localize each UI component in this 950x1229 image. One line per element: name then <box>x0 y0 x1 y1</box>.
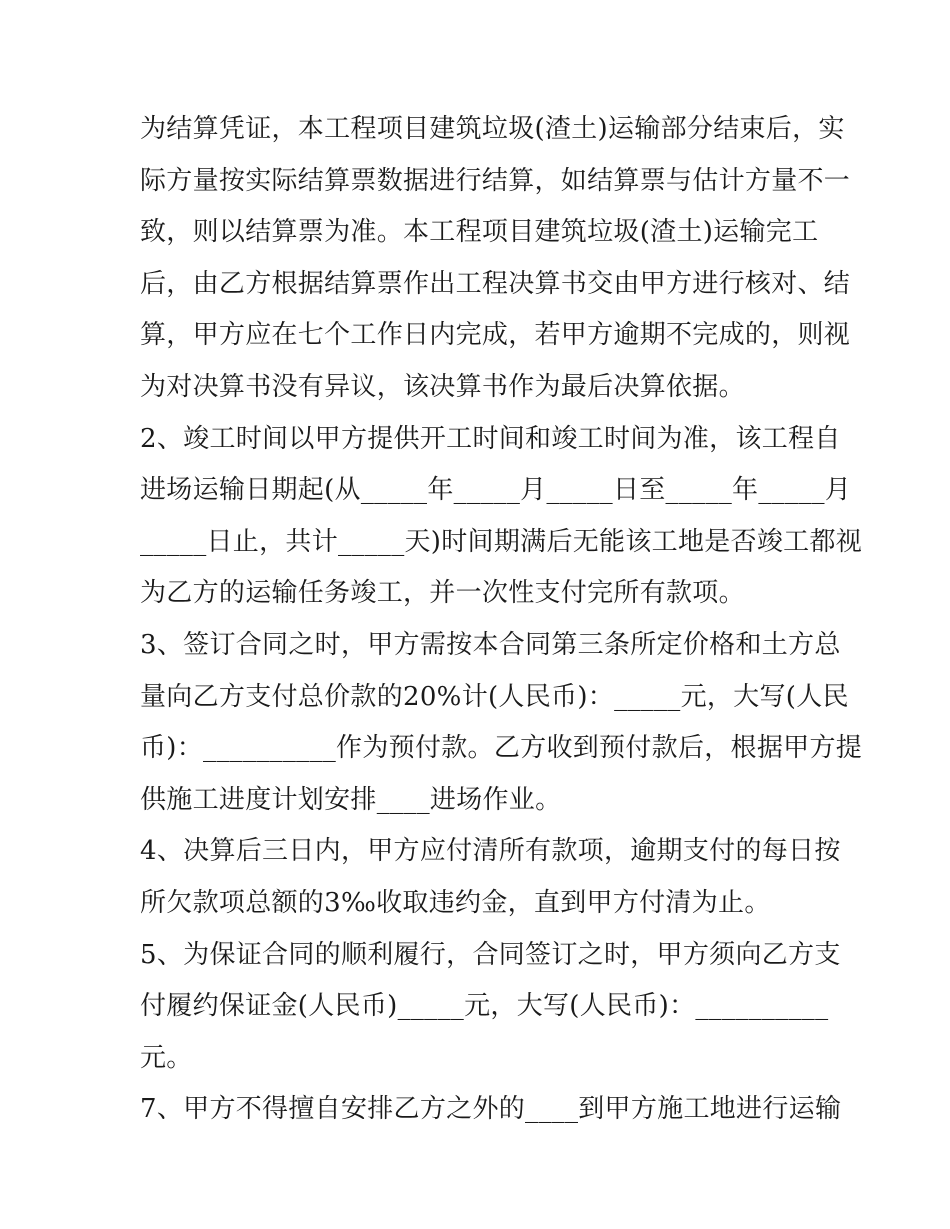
text-line: 为结算凭证，本工程项目建筑垃圾(渣土)运输部分结束后，实 <box>140 114 845 144</box>
text-line: 币)：__________作为预付款。乙方收到预付款后，根据甲方提 <box>140 733 863 764</box>
text-line: _____日止，共计_____天)时间期满后无能该工地是否竣工都视 <box>140 526 863 557</box>
document-body <box>140 104 863 1136</box>
clause-2-line: 2、竣工时间以甲方提供开工时间和竣工时间为准，该工程自 <box>140 423 841 454</box>
text-line: 付履约保证金(人民币)_____元，大写(人民币)：__________ <box>140 991 829 1022</box>
clause-3-line: 3、签订合同之时，甲方需按本合同第三条所定价格和土方总 <box>140 629 841 660</box>
text-line: 元。 <box>140 1042 193 1073</box>
text-line: 算，甲方应在七个工作日内完成，若甲方逾期不完成的，则视 <box>140 320 851 351</box>
text-line: 际方量按实际结算票数据进行结算，如结算票与估计方量不一 <box>140 165 851 196</box>
text-line: 为乙方的运输任务竣工，并一次性支付完所有款项。 <box>140 578 745 609</box>
text-line: 后，由乙方根据结算票作出工程决算书交由甲方进行核对、结 <box>140 268 851 299</box>
text-line: 量向乙方支付总价款的20%计(人民币)：_____元，大写(人民 <box>140 681 849 712</box>
text-line: 进场运输日期起(从_____年_____月_____日至_____年_____月 <box>140 475 852 506</box>
text-line: 供施工进度计划安排____进场作业。 <box>140 784 562 815</box>
text-line: 致，则以结算票为准。本工程项目建筑垃圾(渣土)运输完工 <box>140 217 819 248</box>
clause-4-line: 4、决算后三日内，甲方应付清所有款项，逾期支付的每日按 <box>140 836 841 867</box>
clause-7-line: 7、甲方不得擅自安排乙方之外的____到甲方施工地进行运输 <box>140 1094 842 1125</box>
text-line: 所欠款项总额的3‰收取违约金，直到甲方付清为止。 <box>140 887 771 918</box>
text-line: 为对决算书没有异议，该决算书作为最后决算依据。 <box>140 371 745 402</box>
clause-5-line: 5、为保证合同的顺利履行，合同签订之时，甲方须向乙方支 <box>140 939 841 970</box>
